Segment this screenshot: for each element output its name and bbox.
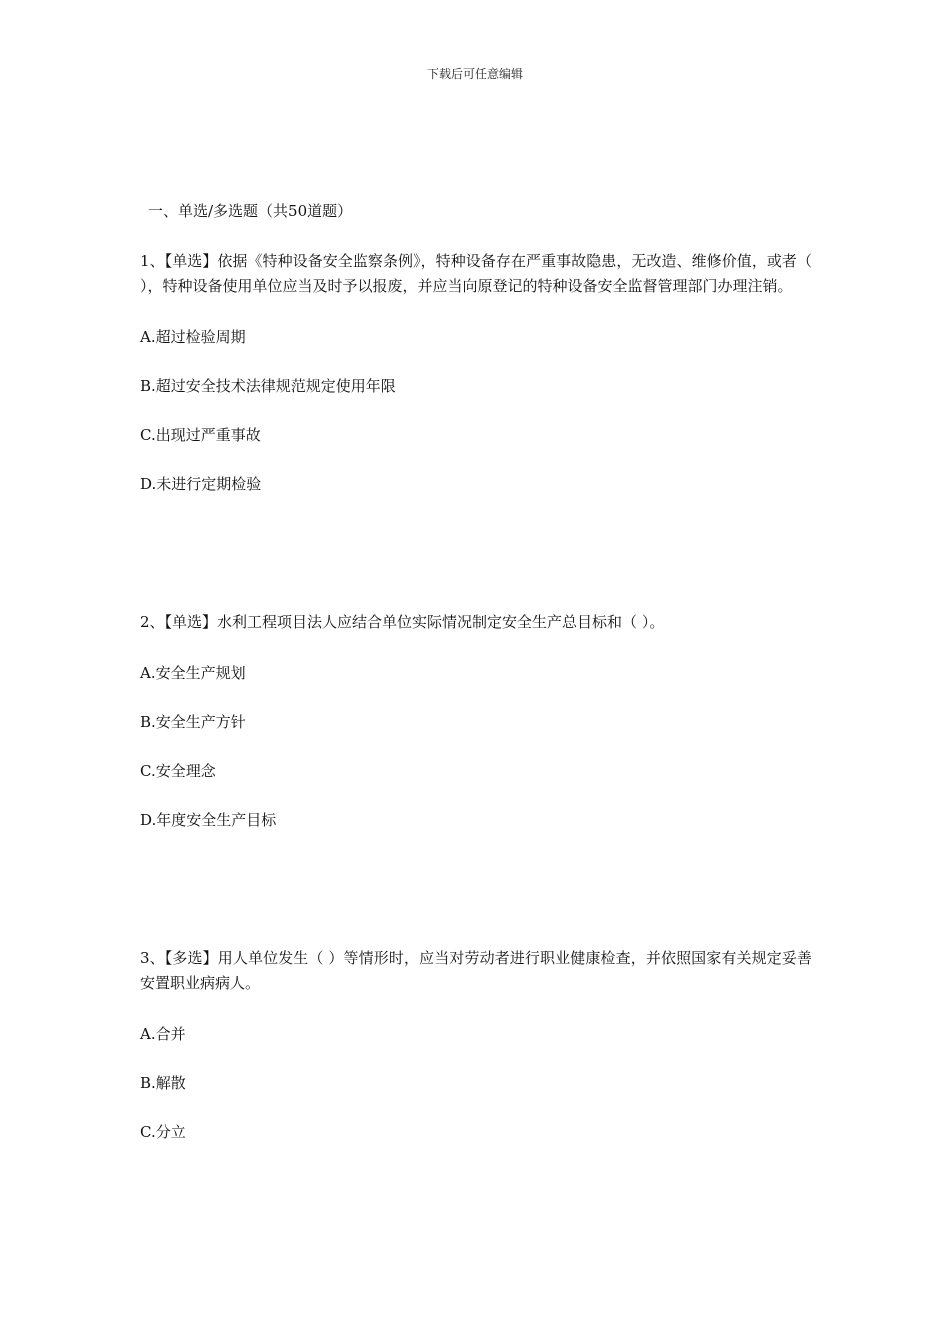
option-c: C.分立 bbox=[140, 1123, 186, 1141]
option-b: B.解散 bbox=[140, 1074, 186, 1092]
option-b: B.安全生产方针 bbox=[140, 713, 246, 731]
question-2 bbox=[140, 610, 812, 831]
option-a: A.超过检验周期 bbox=[140, 328, 246, 346]
question-stem: 1、【单选】依据《特种设备安全监察条例》，特种设备存在严重事故隐患，无改造、维修价值，或者（ ），特种设备使用单位应当及时予以报废，并应当向原登记的特种设备安全监督管理部门办理注销。 bbox=[140, 252, 812, 295]
document-body bbox=[140, 200, 812, 1143]
option-c: C.出现过严重事故 bbox=[140, 426, 261, 444]
option-c: C.安全理念 bbox=[140, 762, 216, 780]
section-title: 一、单选/多选题（共50道题） bbox=[148, 202, 353, 220]
option-a: A.合并 bbox=[140, 1025, 186, 1043]
option-d: D.年度安全生产目标 bbox=[140, 811, 277, 829]
option-a: A.安全生产规划 bbox=[140, 664, 246, 682]
question-3 bbox=[140, 946, 812, 1143]
option-d: D.未进行定期检验 bbox=[140, 475, 262, 493]
question-1 bbox=[140, 249, 812, 495]
question-stem: 2、【单选】水利工程项目法人应结合单位实际情况制定安全生产总目标和（ ）。 bbox=[140, 613, 665, 631]
question-stem: 3、【多选】用人单位发生（ ）等情形时，应当对劳动者进行职业健康检查，并依照国家有关规定妥善安置职业病病人。 bbox=[140, 949, 812, 992]
page-header: 下载后可任意编辑 bbox=[426, 67, 523, 81]
option-b: B.超过安全技术法律规范规定使用年限 bbox=[140, 377, 396, 395]
